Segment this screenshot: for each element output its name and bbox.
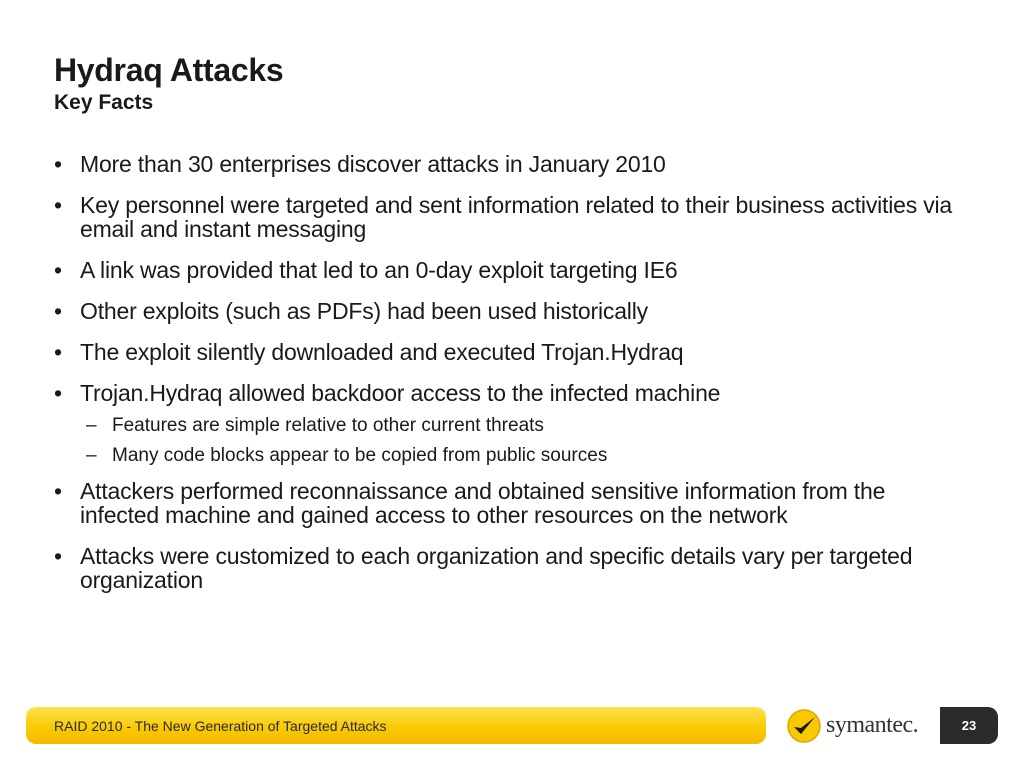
logo-wordmark: symantec. [826, 712, 919, 738]
bullet-text: Trojan.Hydraq allowed backdoor access to the infected machine [80, 380, 721, 406]
symantec-logo [786, 706, 926, 746]
bullet-text: Other exploits (such as PDFs) had been used historically [80, 298, 648, 324]
sub-bullet-item [54, 415, 964, 437]
bullet-item [54, 299, 964, 323]
bullet-text: Key personnel were targeted and sent information related to their business activities via email and instant messaging [80, 192, 953, 242]
sub-bullet-item [54, 445, 964, 467]
bullet-text: Attackers performed reconnaissance and obtained sensitive information from the infected machine and gained access to other resources on the network [80, 478, 886, 528]
bullet-item [54, 544, 964, 592]
bullet-marker: • [54, 380, 62, 406]
bullet-marker: • [54, 192, 62, 218]
bullet-list [54, 152, 964, 609]
symantec-checkmark-icon [786, 708, 822, 744]
slide-subtitle: Key Facts [54, 91, 154, 114]
sub-bullet-marker: – [86, 445, 97, 466]
bullet-item [54, 340, 964, 364]
sub-bullet-marker: – [86, 415, 97, 436]
bullet-text: The exploit silently downloaded and executed Trojan.Hydraq [80, 339, 684, 365]
title-block [54, 50, 954, 116]
bullet-marker: • [54, 478, 62, 504]
slide-title: Hydraq Attacks [54, 52, 284, 88]
sub-bullet-text: Features are simple relative to other current threats [112, 415, 544, 436]
bullet-item [54, 258, 964, 282]
bullet-item [54, 152, 964, 176]
bullet-marker: • [54, 257, 62, 283]
bullet-marker: • [54, 339, 62, 365]
footer-bar [26, 707, 766, 744]
bullet-item [54, 381, 964, 405]
bullet-marker: • [54, 543, 62, 569]
bullet-marker: • [54, 298, 62, 324]
bullet-text: A link was provided that led to an 0-day exploit targeting IE6 [80, 257, 678, 283]
footer-text: RAID 2010 - The New Generation of Targeted Attacks [54, 718, 387, 734]
bullet-text: Attacks were customized to each organization and specific details vary per targeted organization [80, 543, 913, 593]
bullet-text: More than 30 enterprises discover attacks in January 2010 [80, 151, 666, 177]
page-number: 23 [940, 707, 998, 744]
bullet-marker: • [54, 151, 62, 177]
bullet-item [54, 479, 964, 527]
bullet-item [54, 193, 964, 241]
sub-bullet-text: Many code blocks appear to be copied from public sources [112, 445, 608, 466]
